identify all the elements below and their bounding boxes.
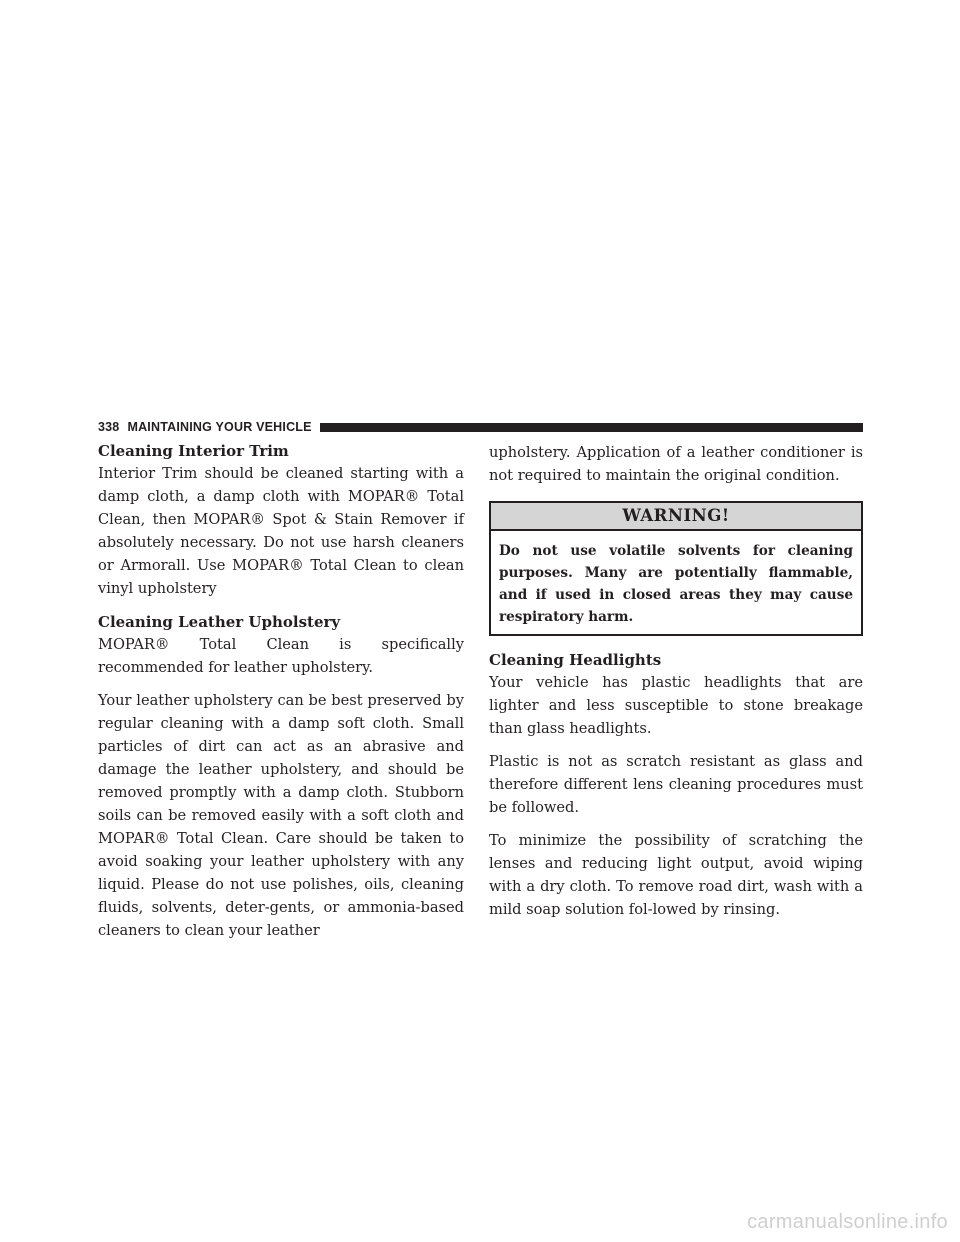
warning-text: Do not use volatile solvents for cleaning purposes. Many are potentially flammable, and if used in closed areas they may cause respiratory harm. — [499, 543, 853, 625]
right-column — [489, 441, 863, 931]
left-column — [98, 441, 464, 952]
paragraph-headlights-2: Plastic is not as scratch resistant as glass and therefore different lens cleaning procedures must be followed. — [489, 753, 863, 816]
heading-leather-upholstery: Cleaning Leather Upholstery — [98, 613, 341, 631]
warning-box — [489, 501, 863, 636]
watermark: carmanualsonline.info — [747, 1211, 948, 1233]
paragraph-headlights-3: To minimize the possibility of scratching the lenses and reducing light output, avoid wiping with a dry cloth. To remove road dirt, wash with a mild soap solution fol-lowed by rinsing. — [489, 832, 863, 918]
paragraph-leather-2: Your leather upholstery can be best preserved by regular cleaning with a damp soft cloth. Small particles of dirt can act as an abrasive and damage the leather upholstery, and should be removed promptly with a damp cloth. Stubborn soils can be removed easily with a soft cloth and MOPAR® Total Clean. Care should be taken to avoid soaking your leather upholstery with any liquid. Please do not use polishes, oils, cleaning fluids, solvents, deter-gents, or ammonia-based cleaners to clean your leather — [98, 692, 464, 939]
page-header — [98, 419, 863, 435]
header-rule — [320, 423, 863, 432]
paragraph-interior-trim: Interior Trim should be cleaned starting with a damp cloth, a damp cloth with MOPAR® Total Clean, then MOPAR® Spot & Stain Remover if absolutely necessary. Do not use harsh cleaners or Armorall. Use MOPAR® Total Clean to clean vinyl upholstery — [98, 465, 464, 597]
page-number: 338 — [98, 420, 120, 434]
paragraph-headlights-1: Your vehicle has plastic headlights that are lighter and less susceptible to stone breakage than glass headlights. — [489, 674, 863, 737]
section-title: MAINTAINING YOUR VEHICLE — [127, 420, 312, 434]
heading-headlights: Cleaning Headlights — [489, 651, 662, 669]
heading-interior-trim: Cleaning Interior Trim — [98, 442, 289, 460]
warning-title: WARNING! — [491, 503, 861, 531]
paragraph-leather-1: MOPAR® Total Clean is specifically recommended for leather upholstery. — [98, 636, 464, 676]
paragraph-leather-continuation: upholstery. Application of a leather conditioner is not required to maintain the original condition. — [489, 444, 863, 484]
